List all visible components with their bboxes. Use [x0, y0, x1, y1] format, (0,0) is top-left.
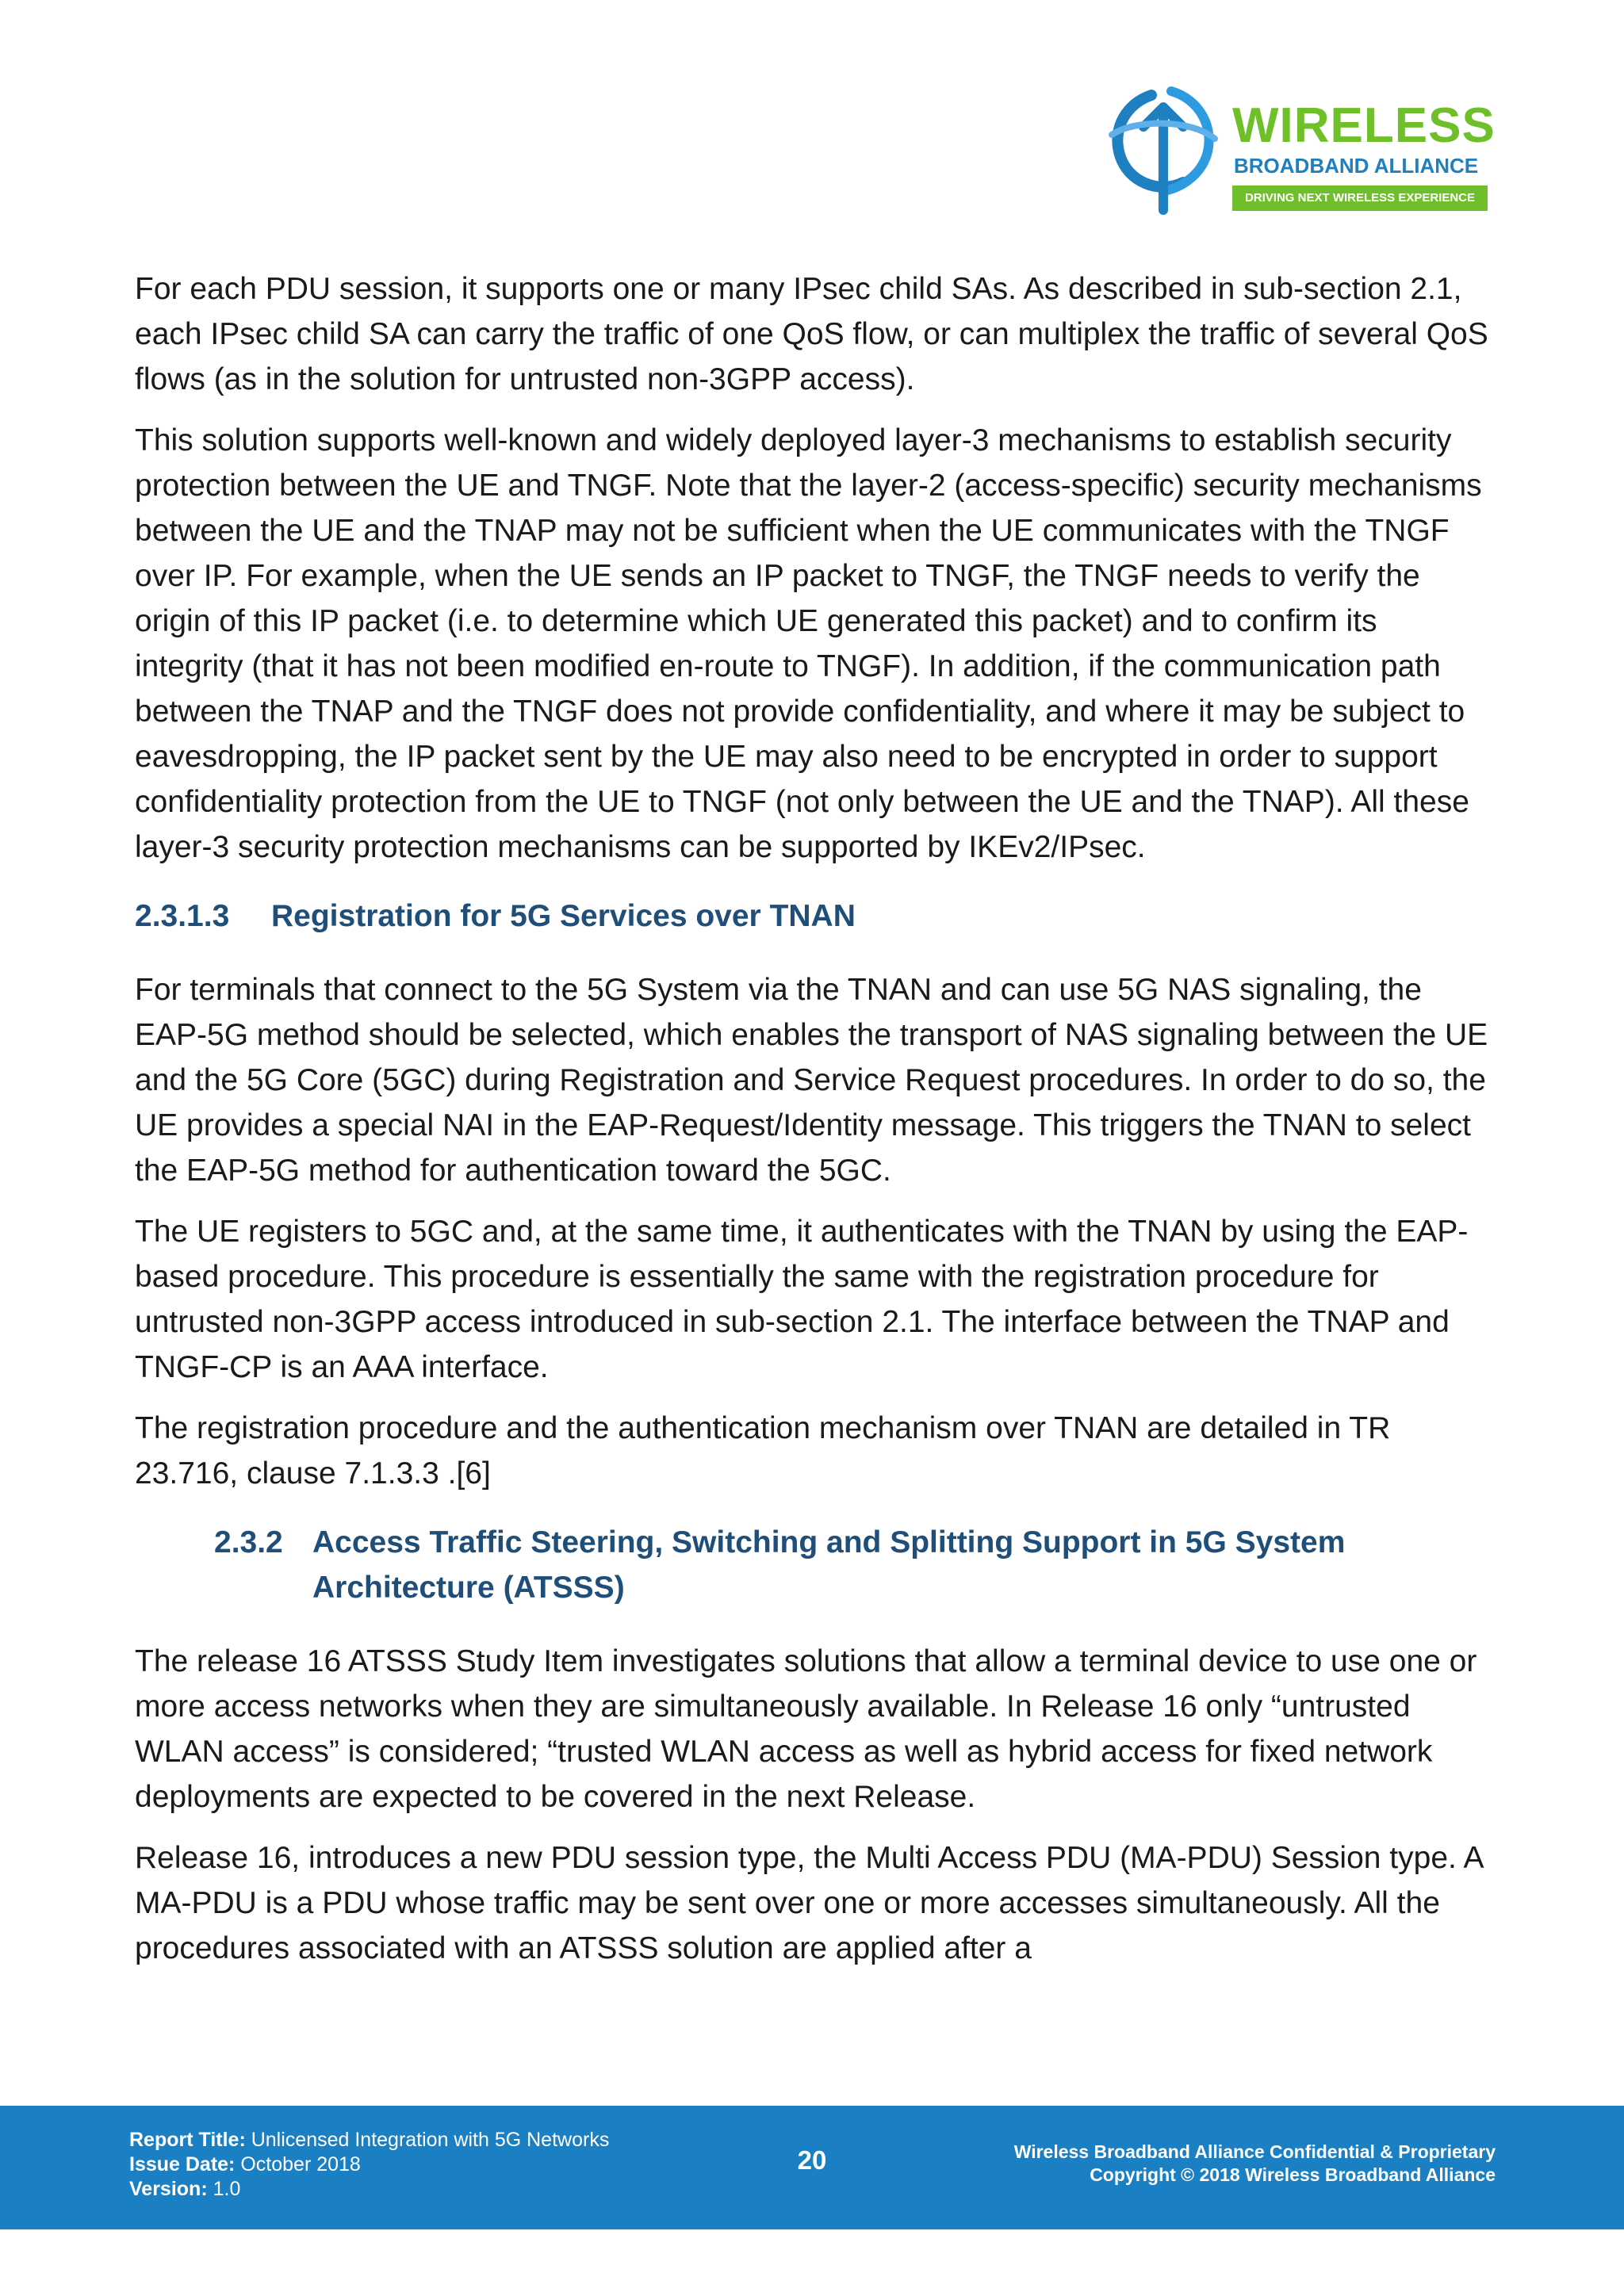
paragraph: The release 16 ATSSS Study Item investigates solutions that allow a terminal device to use one or more access networks when they are simultaneously available. In Release 16 only “untrusted WLAN access” is considered; “trusted WLAN access as well as hybrid access for fixed network deployments are expected to be covered in the next Release.	[135, 1644, 1477, 1814]
report-title-value: Unlicensed Integration with 5G Networks	[251, 2129, 610, 2151]
paragraph: This solution supports well-known and widely deployed layer-3 mechanisms to establish security protection between the UE and TNGF. Note that the layer-2 (access-specific) security mechanisms between the UE and the TNAP may not be sufficient when the UE communicates with the TNGF over IP. For example, when the UE sends an IP packet to TNGF, the TNGF needs to verify the origin of this IP packet (i.e. to determine which UE generated this packet) and to confirm its integrity (that it has not been modified en-route to TNGF). In addition, if the communication path between the TNAP and the TNGF does not provide confidentiality, and where it may be subject to eavesdropping, the IP packet sent by the UE may also need to be encrypted in order to support confidentiality protection from the UE to TNGF (not only between the UE and the TNAP). All these layer-3 security protection mechanisms can be supported by IKEv2/IPsec.	[135, 423, 1482, 864]
report-title-label: Report Title:	[129, 2129, 246, 2151]
page-number: 20	[797, 2145, 827, 2175]
wba-ribbon-logo-icon	[1096, 79, 1231, 222]
footer-copyright	[1014, 2141, 1496, 2187]
issue-date-label: Issue Date:	[129, 2153, 236, 2175]
section-heading-2-3-2	[214, 1520, 1491, 1610]
section-number: 2.3.1.3	[135, 899, 230, 933]
section-heading-2-3-1-3	[135, 894, 1491, 939]
version-value: 1.0	[213, 2178, 241, 2200]
logo-tagline: DRIVING NEXT WIRELESS EXPERIENCE	[1232, 186, 1488, 211]
logo-wordmark: WIRELESS	[1232, 98, 1496, 153]
page-footer	[0, 2106, 1624, 2229]
paragraph: Release 16, introduces a new PDU session type, the Multi Access PDU (MA-PDU) Session type. A MA-PDU is a PDU whose traffic may be sent over one or more accesses simultaneously. All the procedures associated with an ATSSS solution are applied after a	[135, 1841, 1483, 1965]
wba-logo	[1096, 79, 1496, 222]
section-title: Access Traffic Steering, Switching and Splitting Support in 5G System Architecture (ATSSS)	[312, 1525, 1346, 1605]
paragraph: For each PDU session, it supports one or many IPsec child SAs. As described in sub-section 2.1, each IPsec child SA can carry the traffic of one QoS flow, or can multiplex the traffic of several QoS flows (as in the solution for untrusted non-3GPP access).	[135, 272, 1488, 396]
section-title: Registration for 5G Services over TNAN	[271, 899, 856, 933]
paragraph: The registration procedure and the authentication mechanism over TNAN are detailed in TR 23.716, clause 7.1.3.3 .[6]	[135, 1411, 1391, 1490]
logo-subtitle: BROADBAND ALLIANCE	[1234, 154, 1479, 178]
version-label: Version:	[129, 2178, 208, 2200]
paragraph: The UE registers to 5GC and, at the same time, it authenticates with the TNAN by using the EAP-based procedure. This procedure is essentially the same with the registration procedure for untrusted non-3GPP access introduced in sub-section 2.1. The interface between the TNAP and TNGF-CP is an AAA interface.	[135, 1215, 1469, 1384]
section-number: 2.3.2	[214, 1525, 283, 1559]
issue-date-value: October 2018	[240, 2153, 361, 2175]
confidential-notice: Wireless Broadband Alliance Confidential & Proprietary	[1013, 2141, 1496, 2162]
paragraph: For terminals that connect to the 5G System via the TNAN and can use 5G NAS signaling, the EAP-5G method should be selected, which enables the transport of NAS signaling between the UE and the 5G Core (5GC) during Registration and Service Request procedures. In order to do so, the UE provides a special NAI in the EAP-Request/Identity message. This triggers the TNAN to select the EAP-5G method for authentication toward the 5GC.	[135, 973, 1488, 1188]
document-body	[135, 266, 1491, 1987]
copyright-notice: Copyright © 2018 Wireless Broadband Alliance	[1090, 2164, 1496, 2185]
